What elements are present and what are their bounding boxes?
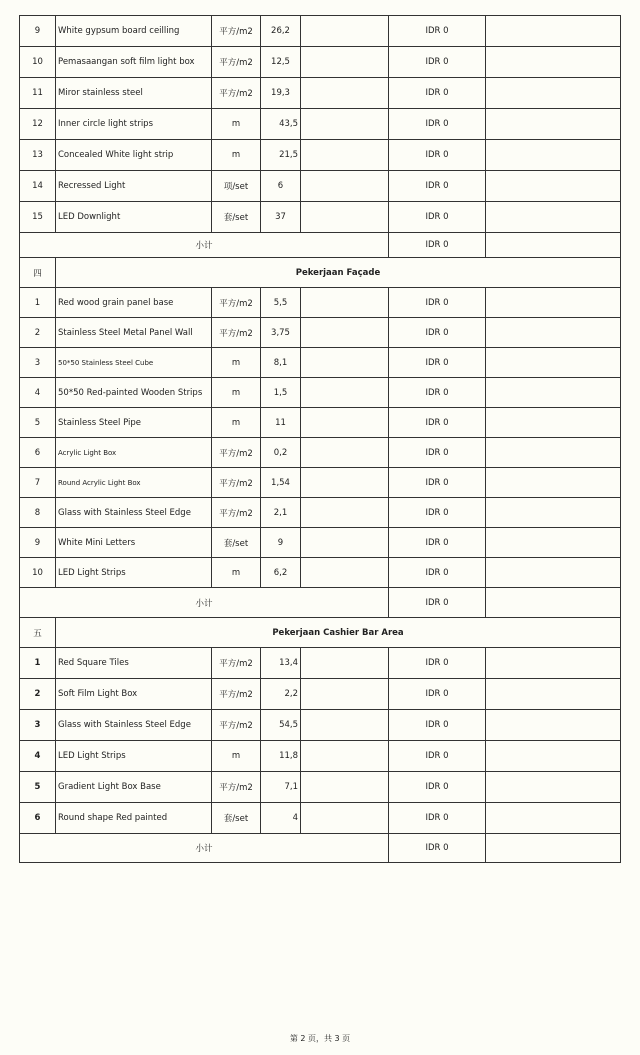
item-number: 15 xyxy=(20,202,56,233)
item-unit: 平方/m2 xyxy=(212,318,261,348)
item-unit-price xyxy=(301,438,389,468)
table-row xyxy=(20,648,621,679)
item-amount: IDR 0 xyxy=(389,318,486,348)
item-name: Red wood grain panel base xyxy=(56,288,212,318)
subtotal-label: 小计 xyxy=(20,233,389,258)
table-row xyxy=(20,528,621,558)
item-amount: IDR 0 xyxy=(389,140,486,171)
item-amount: IDR 0 xyxy=(389,741,486,772)
item-unit-price xyxy=(301,47,389,78)
item-remarks xyxy=(486,710,621,741)
item-amount: IDR 0 xyxy=(389,202,486,233)
table-row xyxy=(20,741,621,772)
item-unit: m xyxy=(212,558,261,588)
item-quantity: 0,2 xyxy=(261,438,301,468)
item-amount: IDR 0 xyxy=(389,408,486,438)
item-unit-price xyxy=(301,171,389,202)
subtotal-remarks xyxy=(486,588,621,618)
item-name: Red Square Tiles xyxy=(56,648,212,679)
item-amount: IDR 0 xyxy=(389,679,486,710)
item-name: Glass with Stainless Steel Edge xyxy=(56,498,212,528)
table-row xyxy=(20,288,621,318)
item-quantity: 7,1 xyxy=(261,772,301,803)
item-remarks xyxy=(486,468,621,498)
item-remarks xyxy=(486,318,621,348)
item-unit-price xyxy=(301,140,389,171)
item-name: Soft Film Light Box xyxy=(56,679,212,710)
item-unit: m xyxy=(212,408,261,438)
item-amount: IDR 0 xyxy=(389,498,486,528)
item-amount: IDR 0 xyxy=(389,109,486,140)
item-unit-price xyxy=(301,772,389,803)
item-number: 1 xyxy=(20,288,56,318)
item-unit-price xyxy=(301,16,389,47)
item-unit-price xyxy=(301,109,389,140)
table-row xyxy=(20,498,621,528)
item-name: Inner circle light strips xyxy=(56,109,212,140)
item-amount: IDR 0 xyxy=(389,710,486,741)
item-name: Acrylic Light Box xyxy=(56,438,212,468)
subtotal-label: 小计 xyxy=(20,588,389,618)
item-remarks xyxy=(486,648,621,679)
item-quantity: 8,1 xyxy=(261,348,301,378)
item-name: Round shape Red painted xyxy=(56,803,212,834)
item-unit-price xyxy=(301,202,389,233)
item-number: 4 xyxy=(20,378,56,408)
item-quantity: 4 xyxy=(261,803,301,834)
item-name: Pemasaangan soft film light box xyxy=(56,47,212,78)
item-quantity: 54,5 xyxy=(261,710,301,741)
item-number: 6 xyxy=(20,803,56,834)
item-number: 2 xyxy=(20,679,56,710)
item-remarks xyxy=(486,528,621,558)
item-amount: IDR 0 xyxy=(389,558,486,588)
item-quantity: 3,75 xyxy=(261,318,301,348)
item-unit-price xyxy=(301,288,389,318)
subtotal-remarks xyxy=(486,834,621,863)
table-row xyxy=(20,202,621,233)
item-name: LED Downlight xyxy=(56,202,212,233)
item-unit: 套/set xyxy=(212,202,261,233)
item-unit-price xyxy=(301,558,389,588)
page-number: 第 2 页，共 3 页 xyxy=(289,1034,351,1043)
item-remarks xyxy=(486,679,621,710)
item-remarks xyxy=(486,741,621,772)
item-remarks xyxy=(486,803,621,834)
item-quantity: 11 xyxy=(261,408,301,438)
item-unit-price xyxy=(301,498,389,528)
item-number: 5 xyxy=(20,772,56,803)
item-quantity: 2,1 xyxy=(261,498,301,528)
table-row xyxy=(20,679,621,710)
item-unit: 平方/m2 xyxy=(212,648,261,679)
subtotal-row xyxy=(20,233,621,258)
item-unit-price xyxy=(301,378,389,408)
item-name: LED Light Strips xyxy=(56,558,212,588)
table-row xyxy=(20,408,621,438)
item-amount: IDR 0 xyxy=(389,288,486,318)
item-quantity: 6,2 xyxy=(261,558,301,588)
item-unit: 平方/m2 xyxy=(212,288,261,318)
section-header-row xyxy=(20,258,621,288)
item-number: 13 xyxy=(20,140,56,171)
table-row xyxy=(20,772,621,803)
item-name: Stainless Steel Pipe xyxy=(56,408,212,438)
item-remarks xyxy=(486,202,621,233)
item-amount: IDR 0 xyxy=(389,348,486,378)
item-unit: 套/set xyxy=(212,803,261,834)
item-unit: m xyxy=(212,348,261,378)
item-name: Concealed White light strip xyxy=(56,140,212,171)
item-unit-price xyxy=(301,648,389,679)
item-remarks xyxy=(486,558,621,588)
subtotal-amount: IDR 0 xyxy=(389,233,486,258)
section-header-row xyxy=(20,618,621,648)
item-remarks xyxy=(486,16,621,47)
item-quantity: 12,5 xyxy=(261,47,301,78)
item-number: 6 xyxy=(20,438,56,468)
item-amount: IDR 0 xyxy=(389,438,486,468)
item-number: 3 xyxy=(20,710,56,741)
subtotal-label: 小计 xyxy=(20,834,389,863)
item-unit-price xyxy=(301,78,389,109)
item-amount: IDR 0 xyxy=(389,468,486,498)
section-code: 四 xyxy=(20,258,56,288)
item-name: White Mini Letters xyxy=(56,528,212,558)
item-number: 3 xyxy=(20,348,56,378)
item-number: 8 xyxy=(20,498,56,528)
boq-table xyxy=(19,15,621,863)
item-unit: 平方/m2 xyxy=(212,772,261,803)
item-remarks xyxy=(486,408,621,438)
item-amount: IDR 0 xyxy=(389,772,486,803)
item-number: 9 xyxy=(20,16,56,47)
item-amount: IDR 0 xyxy=(389,78,486,109)
table-row xyxy=(20,378,621,408)
item-number: 12 xyxy=(20,109,56,140)
item-amount: IDR 0 xyxy=(389,648,486,679)
item-quantity: 19,3 xyxy=(261,78,301,109)
item-amount: IDR 0 xyxy=(389,528,486,558)
item-unit: 平方/m2 xyxy=(212,78,261,109)
item-unit-price xyxy=(301,408,389,438)
item-unit: 平方/m2 xyxy=(212,498,261,528)
item-name: LED Light Strips xyxy=(56,741,212,772)
item-quantity: 21,5 xyxy=(261,140,301,171)
item-number: 4 xyxy=(20,741,56,772)
item-remarks xyxy=(486,171,621,202)
item-unit-price xyxy=(301,468,389,498)
table-row xyxy=(20,78,621,109)
item-number: 2 xyxy=(20,318,56,348)
item-quantity: 9 xyxy=(261,528,301,558)
subtotal-row xyxy=(20,588,621,618)
item-number: 9 xyxy=(20,528,56,558)
item-name: Miror stainless steel xyxy=(56,78,212,109)
item-number: 10 xyxy=(20,558,56,588)
table-row xyxy=(20,171,621,202)
item-quantity: 2,2 xyxy=(261,679,301,710)
item-amount: IDR 0 xyxy=(389,171,486,202)
item-unit: 平方/m2 xyxy=(212,710,261,741)
item-unit-price xyxy=(301,348,389,378)
item-unit: m xyxy=(212,109,261,140)
table-row xyxy=(20,348,621,378)
item-amount: IDR 0 xyxy=(389,16,486,47)
table-row xyxy=(20,558,621,588)
item-quantity: 26,2 xyxy=(261,16,301,47)
item-quantity: 43,5 xyxy=(261,109,301,140)
item-quantity: 5,5 xyxy=(261,288,301,318)
item-remarks xyxy=(486,140,621,171)
item-remarks xyxy=(486,438,621,468)
item-remarks xyxy=(486,348,621,378)
item-remarks xyxy=(486,109,621,140)
item-amount: IDR 0 xyxy=(389,803,486,834)
item-name: Round Acrylic Light Box xyxy=(56,468,212,498)
item-quantity: 1,5 xyxy=(261,378,301,408)
item-unit: 平方/m2 xyxy=(212,47,261,78)
table-row xyxy=(20,109,621,140)
item-unit: 套/set xyxy=(212,528,261,558)
item-unit: 平方/m2 xyxy=(212,16,261,47)
table-row xyxy=(20,803,621,834)
table-row xyxy=(20,468,621,498)
item-number: 10 xyxy=(20,47,56,78)
item-remarks xyxy=(486,47,621,78)
item-number: 1 xyxy=(20,648,56,679)
item-remarks xyxy=(486,78,621,109)
table-row xyxy=(20,47,621,78)
item-unit: 项/set xyxy=(212,171,261,202)
item-unit-price xyxy=(301,318,389,348)
item-unit: m xyxy=(212,140,261,171)
item-name: Stainless Steel Metal Panel Wall xyxy=(56,318,212,348)
item-name: Glass with Stainless Steel Edge xyxy=(56,710,212,741)
item-number: 5 xyxy=(20,408,56,438)
section-title: Pekerjaan Façade xyxy=(56,258,621,288)
item-name: Recressed Light xyxy=(56,171,212,202)
item-name: 50*50 Red-painted Wooden Strips xyxy=(56,378,212,408)
item-number: 7 xyxy=(20,468,56,498)
item-number: 11 xyxy=(20,78,56,109)
table-row xyxy=(20,140,621,171)
item-quantity: 11,8 xyxy=(261,741,301,772)
item-quantity: 37 xyxy=(261,202,301,233)
item-unit-price xyxy=(301,528,389,558)
item-unit-price xyxy=(301,679,389,710)
subtotal-amount: IDR 0 xyxy=(389,834,486,863)
item-unit-price xyxy=(301,803,389,834)
item-remarks xyxy=(486,772,621,803)
table-row xyxy=(20,438,621,468)
item-remarks xyxy=(486,288,621,318)
item-name: Gradient Light Box Base xyxy=(56,772,212,803)
item-unit: 平方/m2 xyxy=(212,468,261,498)
subtotal-remarks xyxy=(486,233,621,258)
item-quantity: 1,54 xyxy=(261,468,301,498)
subtotal-row xyxy=(20,834,621,863)
section-title: Pekerjaan Cashier Bar Area xyxy=(56,618,621,648)
item-unit-price xyxy=(301,710,389,741)
table-row xyxy=(20,710,621,741)
item-amount: IDR 0 xyxy=(389,47,486,78)
item-amount: IDR 0 xyxy=(389,378,486,408)
item-unit: 平方/m2 xyxy=(212,679,261,710)
item-unit: 平方/m2 xyxy=(212,438,261,468)
item-unit-price xyxy=(301,741,389,772)
subtotal-amount: IDR 0 xyxy=(389,588,486,618)
section-code: 五 xyxy=(20,618,56,648)
item-remarks xyxy=(486,498,621,528)
item-number: 14 xyxy=(20,171,56,202)
item-remarks xyxy=(486,378,621,408)
item-name: 50*50 Stainless Steel Cube xyxy=(56,348,212,378)
item-quantity: 6 xyxy=(261,171,301,202)
table-row xyxy=(20,318,621,348)
item-unit: m xyxy=(212,378,261,408)
table-row xyxy=(20,16,621,47)
item-unit: m xyxy=(212,741,261,772)
item-name: White gypsum board ceilling xyxy=(56,16,212,47)
item-quantity: 13,4 xyxy=(261,648,301,679)
